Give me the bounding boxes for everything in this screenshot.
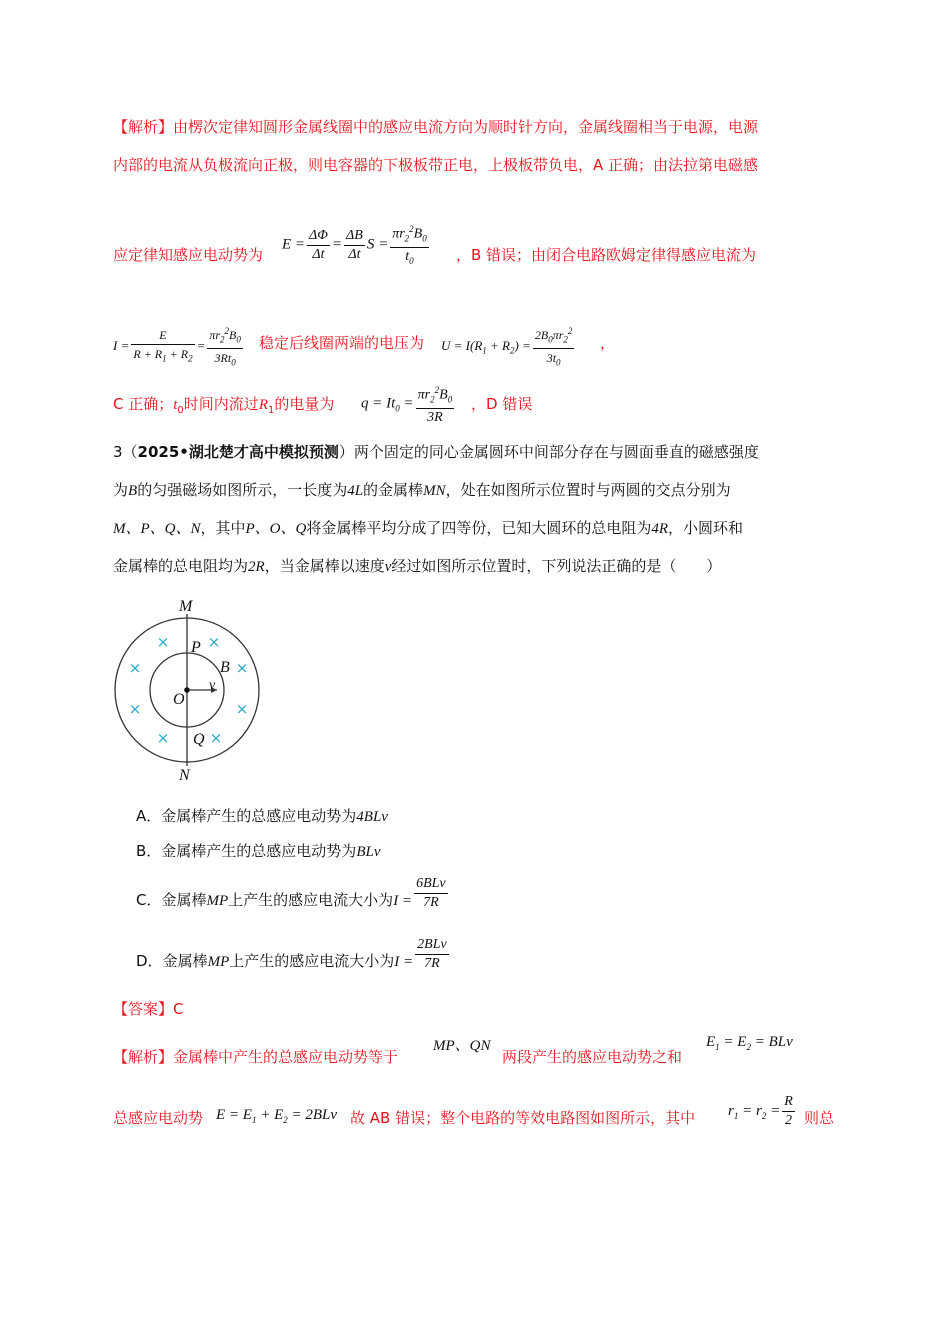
question-3-line-1: 3（2025•湖北楚才高中模拟预测）两个固定的同心金属圆环中间部分存在与圆面垂直的磁感强度 [113, 443, 759, 461]
analysis-line-3b: ，B 错误；由闭合电路欧姆定律得感应电流为 [456, 246, 757, 264]
analysis2-line-2b: 故 AB 错误；整个电路的等效电路图如图所示，其中 [350, 1109, 696, 1127]
label-v: v [209, 678, 216, 693]
formula-segments: MP、QN [433, 1038, 491, 1054]
field-cross-7: × [156, 729, 170, 747]
field-cross-6: × [235, 700, 249, 718]
label-P: P [191, 639, 201, 656]
label-O: O [173, 691, 185, 708]
formula-voltage: $U = I(R_1 + R_2)$ = $\frac{2B_0\pi r_2^2}{3t_0}$ [441, 322, 576, 372]
formula-total-emf: $E = E_1 + E_2 = 2BLv$ [216, 1107, 338, 1125]
formula-current: I = $\frac{E}{R + R_1 + R_2}$ = $\frac{\pi r_2^2B_0}{3Rt_0}$ [113, 322, 245, 372]
formula-r1-r2: $r_1 = r_2$ = $\frac{R}{2}$ [728, 1094, 793, 1128]
field-cross-8: × [209, 729, 223, 747]
analysis2-line-1a: 【解析】金属棒中产生的总感应电动势等于 [113, 1048, 399, 1066]
question-3-line-2: 为B的匀强磁场如图所示，一长度为4L的金属棒MN，处在如图所示位置时与两圆的交点分别为 [113, 481, 731, 499]
analysis-line-5d: ，D 错误 [471, 395, 533, 413]
formula-e1-e2: $E_1 = E_2$ = BLv [706, 1034, 793, 1052]
option-A[interactable]: A．金属棒产生的总感应电动势为4BLv [136, 807, 388, 825]
analysis-line-1: 【解析】由楞次定律知圆形金属线圈中的感应电流方向为顺时针方向，金属线圈相当于电源，电源 [113, 118, 759, 136]
field-cross-2: × [207, 633, 221, 651]
analysis-line-2: 内部的电流从负极流向正极，则电容器的下极板带正电，上极板带负电，A 正确；由法拉第电磁感 [113, 156, 759, 174]
option-B[interactable]: B．金属棒产生的总感应电动势为BLv [136, 842, 381, 860]
option-C[interactable]: C．金属棒MP上产生的感应电流大小为I = $\frac{\text{6BLv}}{7R}$ [136, 876, 446, 910]
formula-charge: $q = It_0$ = $\frac{\pi r_2^2B_0}{3R}$ [361, 381, 456, 427]
analysis-line-5: C 正确；$t_0$时间内流过$R_1$的电量为 [113, 395, 335, 416]
label-M: M [179, 598, 193, 615]
formula-emf: E = $\frac{\Delta\Phi}{\Delta t}$ = $\frac{\Delta B}{\Delta t}$ S = $\frac{\pi r_2^2B_0}{t_0}$ [282, 220, 431, 270]
label-B: B [220, 659, 230, 676]
question-3-line-4: 金属棒的总电阻均为2R，当金属棒以速度v经过如图所示位置时，下列说法正确的是（ ） [113, 557, 722, 575]
analysis2-line-2c: 则总 [804, 1109, 835, 1127]
field-cross-1: × [156, 633, 170, 651]
analysis2-line-2a: 总感应电动势 [113, 1109, 204, 1127]
label-N: N [179, 767, 190, 784]
answer: 【答案】C [113, 1000, 184, 1018]
concentric-rings-figure [113, 598, 273, 784]
analysis-line-4a: 稳定后线圈两端的电压为 [259, 334, 425, 352]
analysis-line-4b: ， [600, 334, 616, 352]
analysis2-line-1b: 两段产生的感应电动势之和 [502, 1048, 683, 1066]
question-source: 2025•湖北楚才高中模拟预测 [137, 443, 339, 461]
option-D[interactable]: D．金属棒MP上产生的感应电流大小为I = $\frac{\text{2BLv}}{7R}$ [136, 937, 447, 971]
analysis-line-3a: 应定律知感应电动势为 [113, 246, 264, 264]
field-cross-3: × [128, 659, 142, 677]
label-Q: Q [193, 731, 205, 748]
question-3-line-3: M、P、Q、N，其中P、O、Q将金属棒平均分成了四等份，已知大圆环的总电阻为4R，小圆环和 [113, 519, 744, 537]
field-cross-4: × [235, 659, 249, 677]
center-dot [184, 687, 190, 693]
field-cross-5: × [128, 700, 142, 718]
